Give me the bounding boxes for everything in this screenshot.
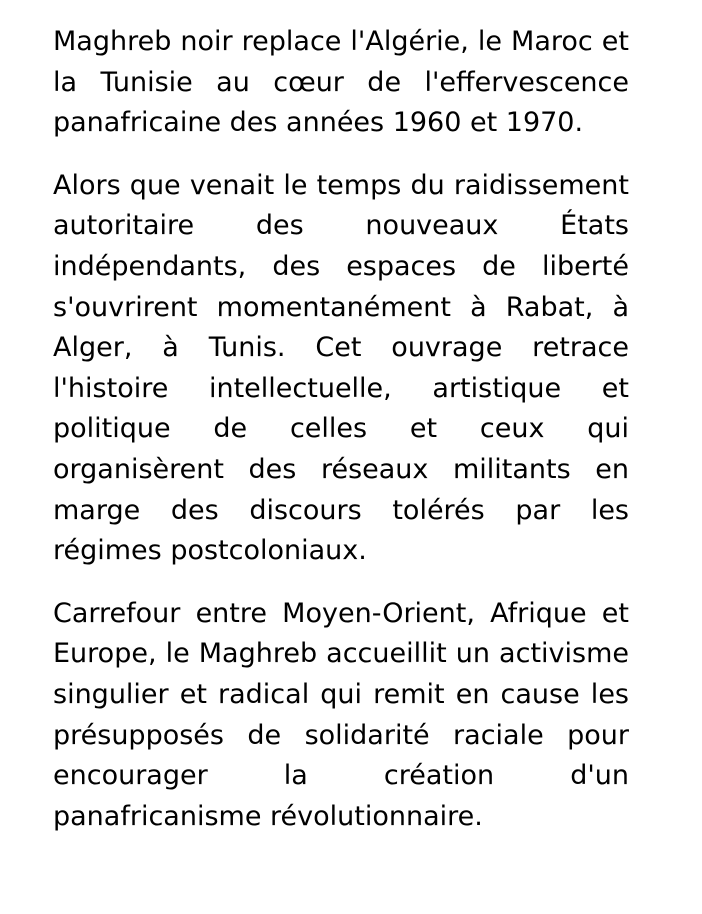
book-blurb <box>53 22 629 837</box>
paragraph-body: Alors que venait le temps du raidissement autoritaire des nouveaux États indépendants, des espaces de liberté s'ouvrirent momentanément à Rabat, à Alger, à Tunis. Cet ouvrage retrace l'histoire intellectuelle, artistique et politique de celles et ceux qui organisèrent des réseaux militants en marge des discours tolérés par les régimes postcoloniaux. <box>53 169 629 567</box>
paragraph-intro: Maghreb noir replace l'Algérie, le Maroc et la Tunisie au cœur de l'effervescence panafricaine des années 1960 et 1970. <box>53 26 629 139</box>
paragraph-conclusion: Carrefour entre Moyen-Orient, Afrique et Europe, le Maghreb accueillit un activisme singulier et radical qui remit en cause les présupposés de solidarité raciale pour encourager la création d'un panafricanisme révolutionnaire. <box>53 597 629 832</box>
